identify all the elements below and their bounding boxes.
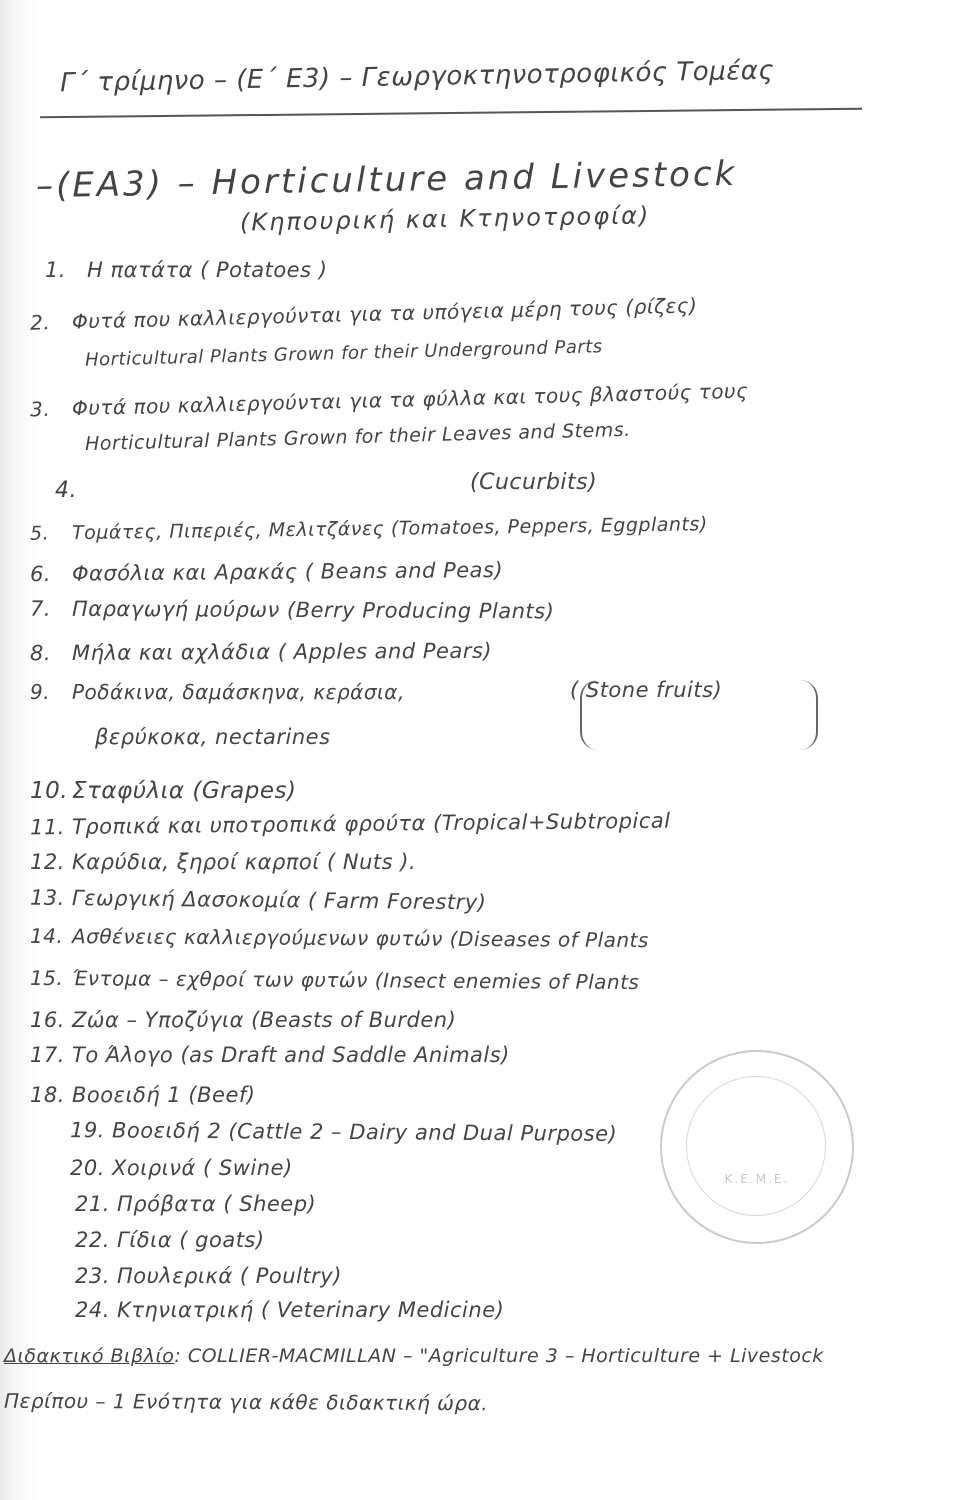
textbook-line (4, 1345, 824, 1367)
list-item (30, 809, 671, 840)
item-number: 15. (29, 965, 64, 991)
item-text: Παραγωγή μούρων (Berry Producing Plants) (71, 596, 555, 624)
list-item (30, 886, 487, 915)
item-number: 11. (29, 814, 66, 840)
list-item (45, 258, 327, 282)
item-number: 14. (29, 923, 64, 949)
item-text: Το Άλογο (as Draft and Saddle Animals) (72, 1043, 510, 1067)
list-item-continuation: βερύκοκα, nectarines (95, 725, 331, 749)
item-text: Κτηνιατρική ( Veterinary Medicine) (117, 1298, 505, 1322)
list-item (30, 1043, 510, 1067)
item-number: 4. (55, 478, 77, 503)
document-header: Γ΄ τρίμηνο – (Ε΄ Ε3) – Γεωργοκτηνοτροφικός Τομέας (59, 55, 775, 99)
list-item (30, 924, 649, 952)
item-text: Μήλα και αχλάδια ( Apples and Pears) (71, 638, 493, 665)
item-text: Γεωργική Δασοκομία ( Farm Forestry) (71, 886, 487, 915)
item-number: 5. (29, 522, 50, 545)
item-number: 7. (29, 596, 52, 621)
item-text: Βοοειδή 1 (Beef) (72, 1083, 256, 1107)
item-text: Ασθένειες καλλιεργούμενων φυτών (Diseases of Plants (71, 924, 649, 953)
item-text: Τομάτες, Πιπεριές, Μελιτζάνες (Tomatoes, Peppers, Eggplants) (71, 513, 708, 545)
brace-right (800, 680, 818, 750)
section-title: –(ΕΑ3) – Horticulture and Livestock (35, 153, 738, 207)
list-item (30, 558, 503, 586)
list-item (75, 1192, 316, 1216)
item-text: Πουλερικά ( Poultry) (117, 1264, 342, 1288)
section-subtitle: (Κηπουρική και Κτηνοτροφία) (239, 201, 651, 237)
item-text: Ροδάκινα, δαμάσκηνα, κεράσια, (72, 680, 405, 704)
item-text: Γίδια ( goats) (117, 1228, 265, 1252)
list-item (30, 379, 749, 422)
item-text: Βοοειδή 2 (Cattle 2 – Dairy and Dual Purpose) (111, 1118, 618, 1146)
item-number: 6. (29, 561, 52, 587)
list-item (30, 639, 492, 665)
list-item (30, 597, 554, 624)
item-text: Ζώα – Υποζύγια (Beasts of Burden) (72, 1008, 457, 1032)
item-number: 2. (29, 310, 51, 335)
textbook-label: Διδακτικό Βιβλίο (4, 1345, 175, 1367)
item-text: Καρύδια, ξηροί καρποί ( Nuts ). (72, 850, 417, 874)
list-item-annotation: ( Stone fruits) (570, 678, 723, 702)
stamp-inner-ring (686, 1076, 826, 1216)
list-item (70, 1118, 617, 1146)
list-item (55, 478, 97, 503)
item-number: 16. (30, 1008, 65, 1032)
official-stamp (660, 1050, 854, 1244)
item-text: Τροπικά και υποτροπικά φρούτα (Tropical+Subtropical (71, 808, 671, 839)
list-item-annotation: (Cucurbits) (470, 470, 598, 495)
item-number: 13. (29, 885, 66, 910)
item-text: Έντομα – εχθροί των φυτών (Insect enemies of Plants (71, 966, 640, 995)
item-text: Η πατάτα ( Potatoes ) (87, 258, 328, 282)
textbook-title: : COLLIER-MACMILLAN – "Agriculture 3 – Horticulture + Livestock (174, 1345, 824, 1367)
list-item (30, 513, 708, 544)
list-item (30, 1083, 255, 1107)
item-number: 23. (75, 1264, 110, 1288)
list-item-continuation: Horticultural Plants Grown for their Leaves and Stems. (84, 418, 631, 456)
stamp-text: K.E.M.E. (724, 1172, 790, 1186)
item-number: 21. (75, 1192, 110, 1216)
item-text: Σταφύλια (Grapes) (72, 778, 297, 804)
list-item (70, 1156, 293, 1180)
list-item (30, 293, 698, 334)
item-number: 12. (30, 850, 65, 874)
brace-left (580, 680, 598, 750)
list-item (30, 778, 296, 804)
item-number: 18. (30, 1083, 65, 1107)
header-underline (40, 108, 862, 119)
item-text: Χοιρινά ( Swine) (112, 1156, 293, 1180)
item-number: 24. (75, 1298, 110, 1322)
item-number: 1. (45, 258, 67, 282)
item-text: Φυτά που καλλιεργούνται για τα φύλλα και τους βλαστούς τους (71, 378, 749, 421)
item-number: 19. (69, 1118, 105, 1143)
item-number: 10. (30, 778, 69, 804)
list-item (30, 966, 640, 994)
item-number: 8. (29, 641, 52, 666)
item-text: Πρόβατα ( Sheep) (117, 1192, 317, 1216)
item-number: 22. (75, 1228, 110, 1252)
item-number: 9. (30, 680, 51, 704)
item-text: Φασόλια και Αρακάς ( Beans and Peas) (71, 557, 504, 586)
list-item (75, 1298, 504, 1322)
list-item (30, 680, 405, 704)
item-number: 20. (70, 1156, 105, 1180)
item-number: 17. (30, 1043, 65, 1067)
list-item (30, 1008, 456, 1032)
list-item (30, 850, 416, 874)
frequency-note: Περίπου – 1 Ενότητα για κάθε διδακτική ώρα. (3, 1388, 489, 1416)
list-item (75, 1264, 342, 1288)
list-item-continuation: Horticultural Plants Grown for their Underground Parts (84, 336, 603, 371)
item-text: Φυτά που καλλιεργούνται για τα υπόγεια μέρη τους (ρίζες) (71, 293, 698, 334)
list-item (75, 1228, 265, 1252)
item-number: 3. (29, 396, 51, 422)
